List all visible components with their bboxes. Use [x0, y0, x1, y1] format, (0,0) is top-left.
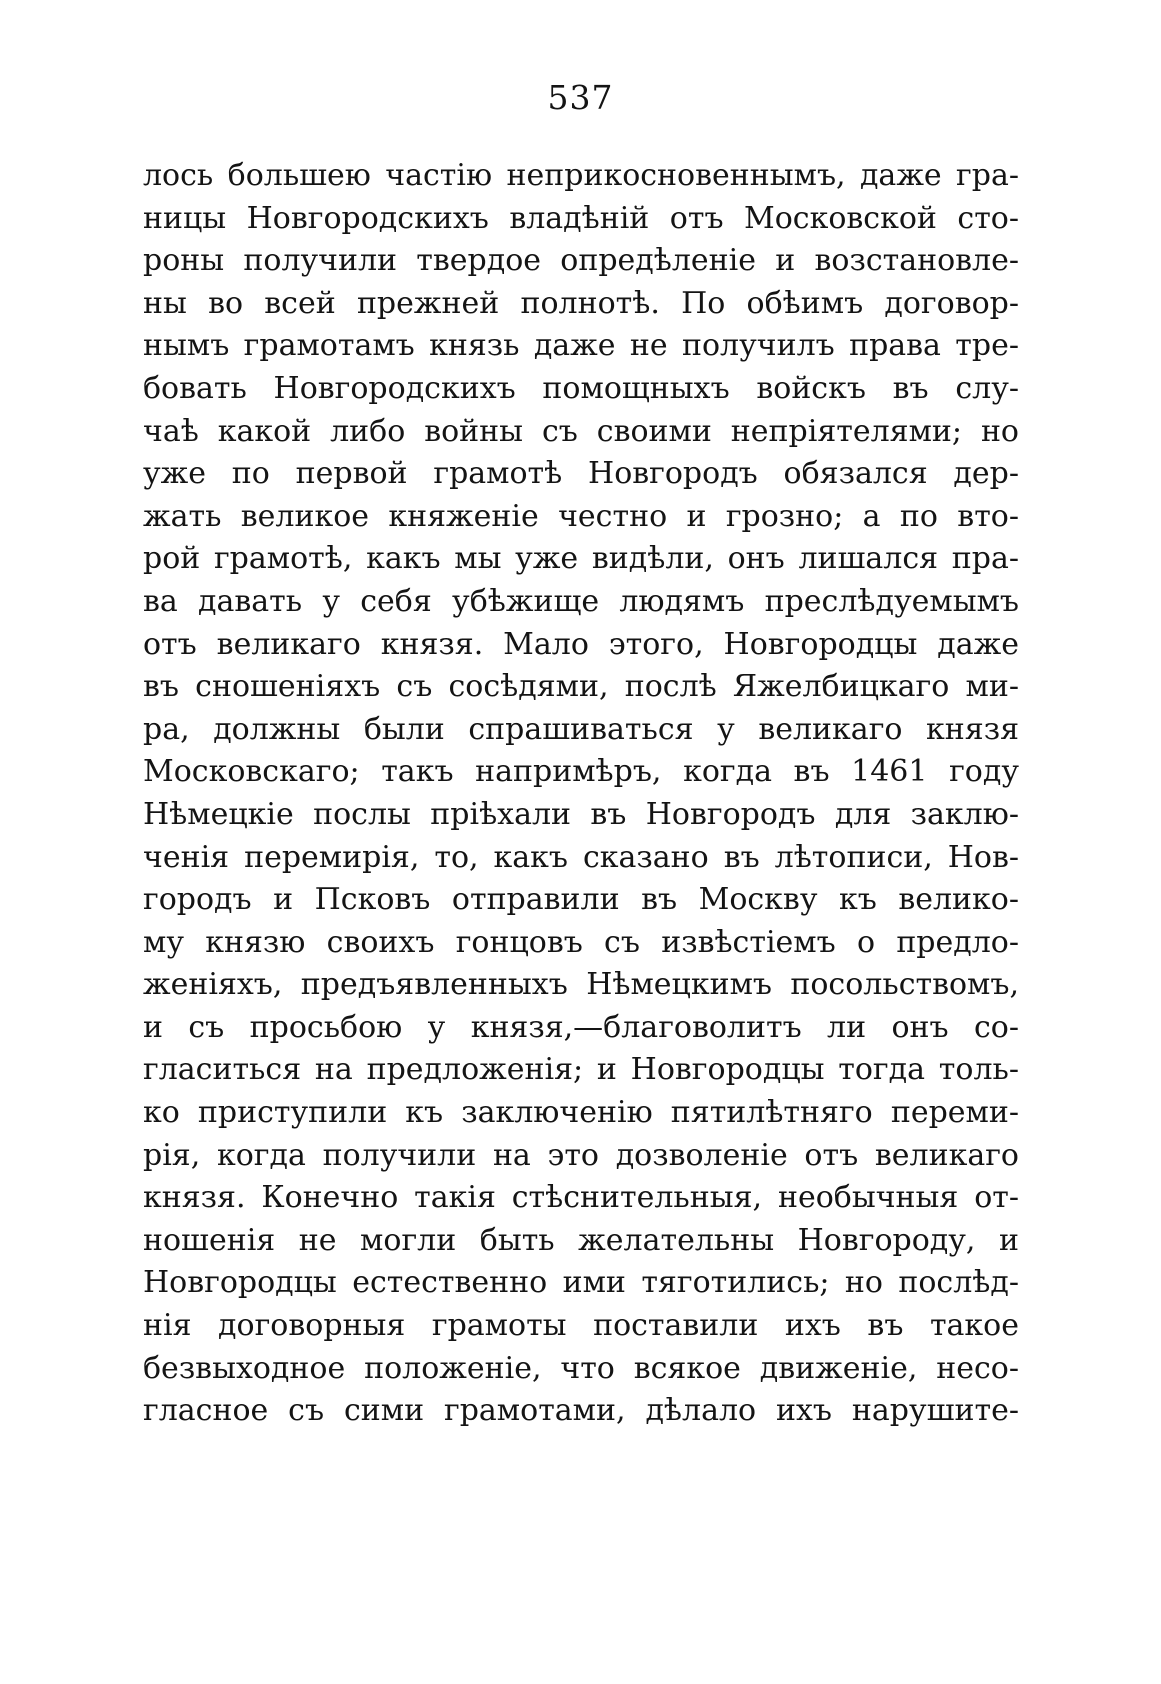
text-line: Новгородцы естественно ими тяготились; но послѣд-: [143, 1265, 1019, 1301]
text-line: безвыходное положеніе, что всякое движеніе, несо-: [143, 1350, 1019, 1386]
text-line: бовать Новгородскихъ помощныхъ войскъ въ слу-: [143, 370, 1019, 406]
text-line: уже по первой грамотѣ Новгородъ обязался дер-: [143, 456, 1019, 492]
text-line: лось большею частію неприкосновеннымъ, даже гра-: [143, 158, 1019, 193]
text-line: отъ великаго князя. Мало этого, Новгородцы даже: [143, 626, 1019, 662]
text-line: рія, когда получили на это дозволеніе отъ великаго: [143, 1137, 1019, 1173]
text-line: ва давать у себя убѣжище людямъ преслѣдуемымъ: [143, 583, 1019, 619]
text-line: роны получили твердое опредѣленіе и возстановле-: [143, 243, 1019, 279]
text-line: городъ и Псковъ отправили въ Москву къ велико-: [143, 882, 1019, 918]
text-line: ченія перемирія, то, какъ сказано въ лѣтописи, Нов-: [143, 839, 1019, 875]
text-line: Нѣмецкіе послы пріѣхали въ Новгородъ для заклю-: [143, 796, 1019, 832]
text-line: и съ просьбою у князя,—благоволитъ ли онъ со-: [143, 1009, 1019, 1045]
text-line: нія договорныя грамоты поставили ихъ въ такое: [143, 1308, 1019, 1344]
text-line: жать великое княженіе честно и грозно; а по вто-: [143, 498, 1019, 534]
text-line: ко приступили къ заключенію пятилѣтняго переми-: [143, 1095, 1019, 1131]
text-line: женіяхъ, предъявленныхъ Нѣмецкимъ посольствомъ,: [143, 967, 1019, 1003]
text-line: Московскаго; такъ напримѣръ, когда въ 1461 году: [143, 754, 1019, 790]
text-line: ны во всей прежней полнотѣ. По обѣимъ договор-: [143, 285, 1019, 321]
body-text: [143, 155, 1019, 1433]
text-line: ницы Новгородскихъ владѣній отъ Московской сто-: [143, 200, 1019, 236]
text-line: въ сношеніяхъ съ сосѣдями, послѣ Яжелбицкаго ми-: [143, 669, 1019, 705]
page-number: 537: [547, 78, 614, 117]
text-line: князя. Конечно такія стѣснительныя, необычныя от-: [143, 1180, 1019, 1216]
text-line: чаѣ какой либо войны съ своими непріятелями; но: [143, 413, 1019, 449]
text-line: нымъ грамотамъ князь даже не получилъ права тре-: [143, 328, 1019, 364]
text-line: рой грамотѣ, какъ мы уже видѣли, онъ лишался пра-: [143, 541, 1019, 577]
text-line: ношенія не могли быть желательны Новгороду, и: [143, 1222, 1019, 1258]
text-line: ра, должны были спрашиваться у великаго князя: [143, 711, 1019, 747]
text-line: му князю своихъ гонцовъ съ извѣстіемъ о предло-: [143, 924, 1019, 960]
text-line: гласиться на предложенія; и Новгородцы тогда толь-: [143, 1052, 1019, 1088]
text-line: гласное съ сими грамотами, дѣлало ихъ нарушите-: [143, 1393, 1019, 1429]
